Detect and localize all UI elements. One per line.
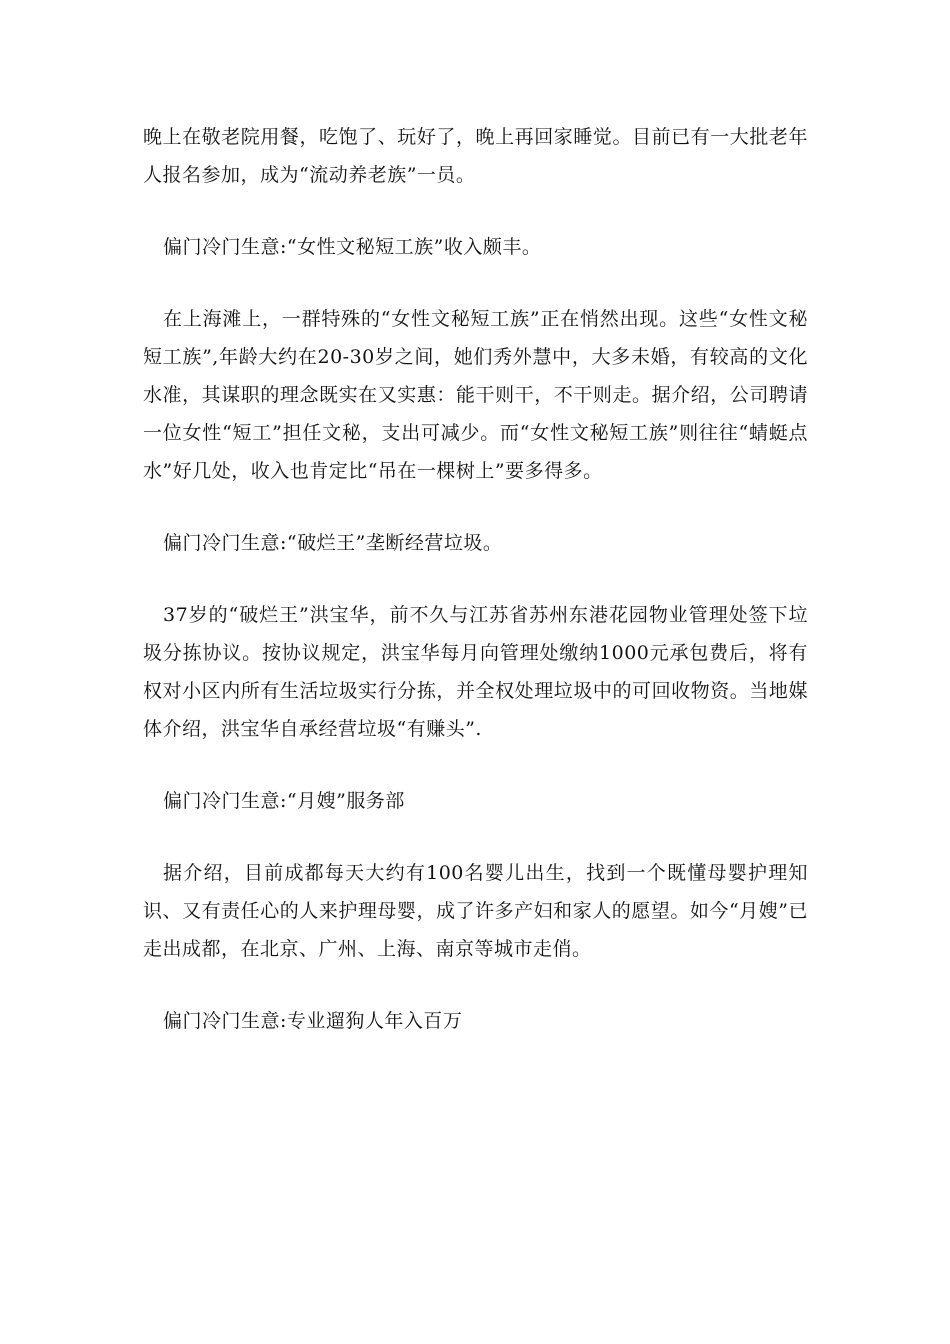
section-heading: 偏门冷门生意:“破烂王”垄断经营垃圾。 [163,532,503,554]
section-heading: 偏门冷门生意:“月嫂”服务部 [163,790,405,812]
section-heading: 偏门冷门生意:“女性文秘短工族”收入颇丰。 [163,236,542,258]
section-heading: 偏门冷门生意:专业遛狗人年入百万 [163,1010,463,1032]
body-paragraph: 据介绍，目前成都每天大约有100名婴儿出生，找到一个既懂母婴护理知识、又有责任心的人来护理母婴，成了许多产妇和家人的愿望。如今“月嫂”已走出成都，在北京、广州、上海、南京等城市走俏。 [143,862,808,960]
body-paragraph: 晚上在敬老院用餐，吃饱了、玩好了，晚上再回家睡觉。目前已有一大批老年人报名参加，成为“流动养老族”一员。 [143,126,808,186]
body-paragraph: 在上海滩上，一群特殊的“女性文秘短工族”正在悄然出现。这些“女性文秘短工族”,年龄大约在20-30岁之间，她们秀外慧中，大多未婚，有较高的文化水准，其谋职的理念既实在又实惠：能干则干，不干则走。据介绍，公司聘请一位女性“短工”担任文秘，支出可减少。而“女性文秘短工族”则往往“蜻蜓点水”好几处，收入也肯定比“吊在一棵树上”要多得多。 [143,308,808,482]
body-paragraph: 37岁的“破烂王”洪宝华，前不久与江苏省苏州东港花园物业管理处签下垃圾分拣协议。按协议规定，洪宝华每月向管理处缴纳1000元承包费后，将有权对小区内所有生活垃圾实行分拣，并全权处理垃圾中的可回收物资。当地媒体介绍，洪宝华自承经营垃圾“有赚头”. [143,604,808,740]
document-body [143,118,808,1074]
